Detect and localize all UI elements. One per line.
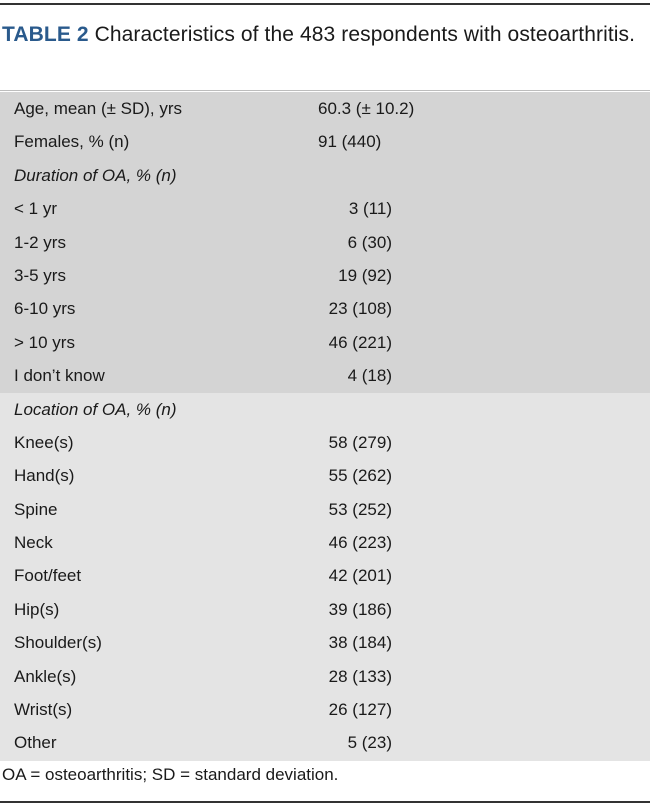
table-section-header bbox=[0, 393, 650, 426]
row-label: Knee(s) bbox=[14, 432, 74, 452]
row-label: Hand(s) bbox=[14, 466, 75, 486]
table-row bbox=[0, 259, 650, 292]
row-label: Age, mean (± SD), yrs bbox=[14, 99, 183, 118]
row-value: 5 (23) bbox=[347, 733, 392, 753]
characteristics-table bbox=[0, 92, 650, 761]
row-value: 58 (279) bbox=[328, 432, 392, 452]
table-row bbox=[0, 226, 650, 259]
table-row bbox=[0, 426, 650, 459]
table-row bbox=[0, 626, 650, 659]
caption-divider bbox=[0, 90, 650, 91]
row-label: Spine bbox=[14, 499, 58, 519]
table-row bbox=[0, 292, 650, 325]
row-label: 1-2 yrs bbox=[14, 232, 66, 252]
table-row bbox=[0, 359, 650, 392]
row-value: 4 (18) bbox=[347, 366, 392, 386]
row-value: 60.3 (± 10.2) bbox=[318, 99, 415, 118]
table-row bbox=[0, 125, 650, 158]
table-section-header bbox=[0, 159, 650, 192]
row-value: 55 (262) bbox=[328, 466, 392, 486]
row-value: 23 (108) bbox=[328, 299, 392, 319]
table-row bbox=[0, 192, 650, 225]
row-value: 53 (252) bbox=[328, 499, 392, 519]
table-title: Characteristics of the 483 respondents with osteoarthritis. bbox=[94, 23, 636, 46]
row-label: Hip(s) bbox=[14, 599, 60, 619]
row-value: 19 (92) bbox=[338, 265, 392, 285]
table-label: TABLE 2 bbox=[2, 23, 89, 46]
row-label: 6-10 yrs bbox=[14, 299, 76, 319]
row-label: Ankle(s) bbox=[14, 666, 77, 686]
row-label: Foot/feet bbox=[14, 566, 82, 586]
row-label: Location of OA, % (n) bbox=[14, 399, 177, 419]
row-label: Duration of OA, % (n) bbox=[14, 165, 177, 185]
row-value: 46 (221) bbox=[328, 332, 392, 352]
table-row bbox=[0, 693, 650, 726]
row-label: > 10 yrs bbox=[14, 332, 75, 352]
table-footnote: OA = osteoarthritis; SD = standard deviation. bbox=[2, 765, 339, 784]
row-value: 26 (127) bbox=[328, 700, 392, 720]
table-row bbox=[0, 92, 650, 125]
row-value: 6 (30) bbox=[347, 232, 392, 252]
row-value: 28 (133) bbox=[328, 666, 392, 686]
table-row bbox=[0, 493, 650, 526]
row-value: 46 (223) bbox=[328, 533, 392, 553]
row-value: 39 (186) bbox=[328, 599, 392, 619]
row-label: I don’t know bbox=[14, 366, 105, 386]
table-row bbox=[0, 726, 650, 759]
table-row bbox=[0, 459, 650, 492]
row-value: 42 (201) bbox=[328, 566, 392, 586]
top-rule bbox=[0, 3, 650, 5]
row-label: Shoulder(s) bbox=[14, 633, 102, 653]
row-value: 91 (440) bbox=[318, 132, 382, 152]
row-label: Neck bbox=[14, 533, 53, 553]
table-row bbox=[0, 559, 650, 592]
row-label: < 1 yr bbox=[14, 199, 57, 219]
bottom-rule bbox=[0, 801, 650, 803]
row-value: 3 (11) bbox=[348, 199, 392, 219]
table-caption bbox=[2, 20, 642, 49]
table-row bbox=[0, 526, 650, 559]
row-label: 3-5 yrs bbox=[14, 265, 66, 285]
row-label: Wrist(s) bbox=[14, 700, 73, 720]
table-row bbox=[0, 593, 650, 626]
row-label: Other bbox=[14, 733, 57, 753]
row-value: 38 (184) bbox=[328, 633, 392, 653]
row-label: Females, % (n) bbox=[14, 132, 130, 152]
table-row bbox=[0, 326, 650, 359]
table-row bbox=[0, 660, 650, 693]
